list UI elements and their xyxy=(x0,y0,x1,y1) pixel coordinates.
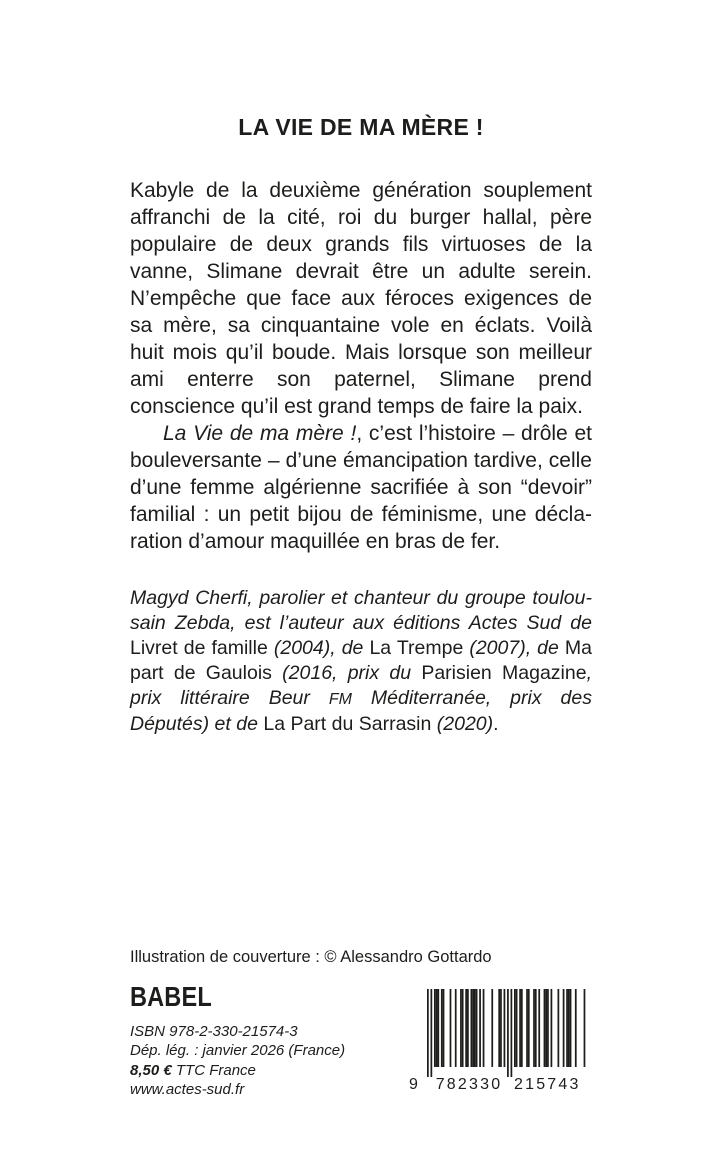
text-segment: , prix littéraire Beur xyxy=(130,662,593,709)
book-title: LA VIE DE MA MÈRE ! xyxy=(238,114,484,140)
text-segment: (2016, prix du xyxy=(282,662,422,684)
author-bio xyxy=(130,586,592,737)
price-value: 8,50 € xyxy=(130,1061,172,1079)
price-suffix: TTC France xyxy=(171,1061,256,1079)
ean13-barcode-icon xyxy=(403,989,597,1092)
text-segment: Kabyle de la deuxième génération souplement affranchi de la cité, roi du burger hallal, père populaire de deux grands fils virtuoses de la vanne, Slimane devrait être un adulte serein. N’empêche que face aux féroces exigences de sa mère, sa cinquantaine vole en éclats. Voilà huit mois qu’il boude. Mais lorsque son meilleur ami enterre son paternel, Slimane prend conscience qu’il est grand temps de faire la paix. xyxy=(130,179,592,418)
text-column xyxy=(130,114,592,737)
publisher-imprint: BABEL xyxy=(130,981,212,1012)
illustration-credit: Illustration de couverture : © Alessandro Gottardo xyxy=(130,948,492,966)
svg-text:782330: 782330 xyxy=(435,1076,501,1092)
text-segment: Ma part de Gaulois xyxy=(130,637,593,684)
website-line: www.actes-sud.fr xyxy=(130,1081,245,1099)
text-segment: (2004), de xyxy=(273,637,370,659)
synopsis-paragraph xyxy=(130,420,592,555)
colophon xyxy=(130,1022,345,1100)
text-segment: (2007), de xyxy=(469,637,565,659)
text-segment: La Part du Sarrasin xyxy=(263,713,437,735)
text-segment: La Vie de ma mère ! xyxy=(163,422,357,445)
text-segment: Parisien Magazine xyxy=(421,662,587,684)
text-segment: Livret de famille xyxy=(130,637,274,659)
text-segment: FM xyxy=(328,691,352,708)
svg-text:9: 9 xyxy=(409,1076,418,1092)
text-segment: Méditerranée, prix des Députés) et de xyxy=(130,687,592,735)
text-segment: . xyxy=(493,713,499,735)
svg-text:215743: 215743 xyxy=(514,1076,579,1092)
text-segment: La Trempe xyxy=(369,637,470,659)
isbn-line: ISBN 978-2-330-21574-3 xyxy=(130,1023,298,1040)
text-segment: , c’est l’histoire – drôle et bouleversante – d’une émancipation tardive, celle d’une femme algérienne sacrifiée à son “devoir” familial : un petit bijou de féminisme, une déclaration d’amour maquillée en bras de fer. xyxy=(130,422,593,553)
text-segment: (2020) xyxy=(436,713,494,735)
synopsis-paragraph xyxy=(130,177,592,420)
text-segment: Magyd Cherfi, parolier et chanteur du groupe toulousain Zebda, est l’auteur aux éditions Actes Sud de xyxy=(130,587,592,634)
synopsis xyxy=(130,177,592,555)
legal-deposit-line: Dép. lég. : janvier 2026 (France) xyxy=(130,1042,346,1060)
price-line xyxy=(130,1061,345,1080)
